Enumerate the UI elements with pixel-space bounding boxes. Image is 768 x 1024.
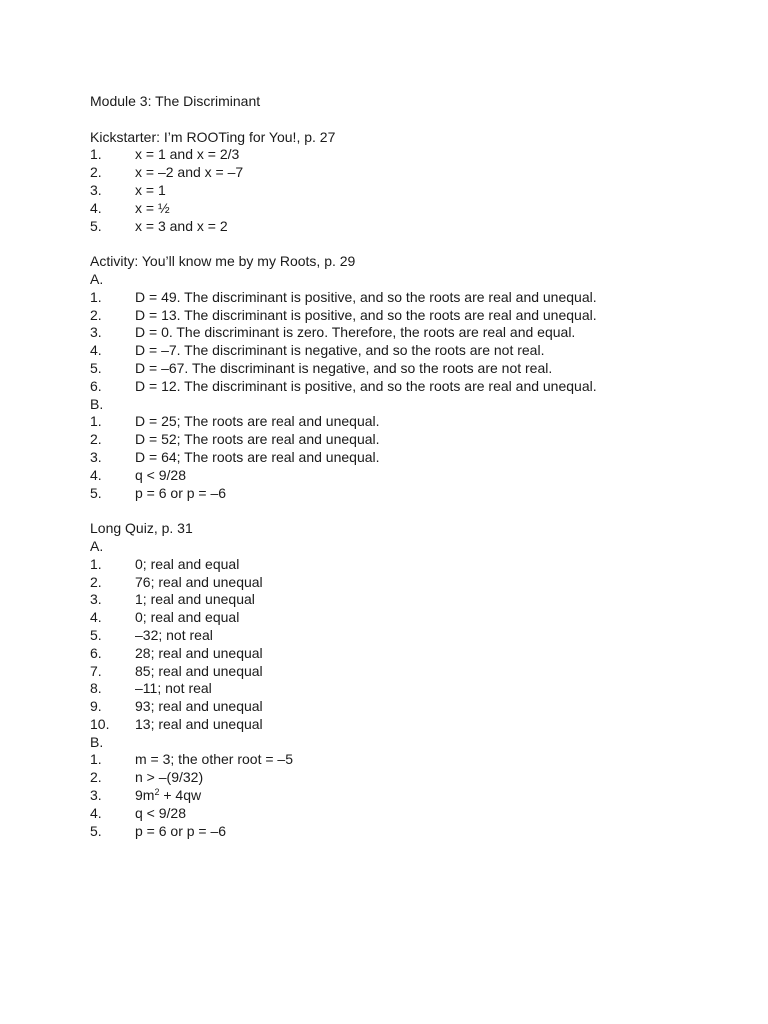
answer-number: 5. xyxy=(90,359,102,376)
answer-text: D = 13. The discriminant is positive, and so the roots are real and unequal. xyxy=(135,306,597,323)
answer-item xyxy=(90,751,730,769)
answer-item xyxy=(90,627,730,645)
activity-part-a-list xyxy=(90,289,730,396)
answer-text: D = 0. The discriminant is zero. Therefore, the roots are real and equal. xyxy=(135,324,576,341)
answer-number: 3. xyxy=(90,591,102,608)
answer-number: 2. xyxy=(90,769,102,786)
answer-number: 10. xyxy=(90,715,110,732)
exponent: 2 xyxy=(154,787,160,798)
answer-item xyxy=(90,324,730,342)
answer-text: D = –67. The discriminant is negative, and so the roots are not real. xyxy=(135,359,553,376)
answer-text: D = 12. The discriminant is positive, and so the roots are real and unequal. xyxy=(135,377,597,394)
answer-item xyxy=(90,467,730,485)
answer-number: 5. xyxy=(90,217,102,234)
quiz-part-a-list xyxy=(90,556,730,734)
answer-item xyxy=(90,716,730,734)
answer-text: D = 49. The discriminant is positive, and so the roots are real and unequal. xyxy=(135,288,597,305)
answer-number: 3. xyxy=(90,448,102,465)
answer-number: 4. xyxy=(90,199,102,216)
answer-item xyxy=(90,769,730,787)
answer-item xyxy=(90,182,730,200)
answer-text: n > –(9/32) xyxy=(135,769,204,786)
answer-text: –11; not real xyxy=(135,680,212,697)
answer-text: p = 6 or p = –6 xyxy=(135,484,227,501)
answer-text: D = –7. The discriminant is negative, and so the roots are not real. xyxy=(135,342,545,359)
answer-text: x = 1 xyxy=(135,181,166,198)
answer-item xyxy=(90,146,730,164)
answer-number: 9. xyxy=(90,698,102,715)
answer-item xyxy=(90,591,730,609)
answer-item xyxy=(90,360,730,378)
answer-text: D = 25; The roots are real and unequal. xyxy=(135,413,380,430)
answer-number: 6. xyxy=(90,377,102,394)
answer-text: 85; real and unequal xyxy=(135,662,263,679)
answer-number: 3. xyxy=(90,181,102,198)
answer-number: 3. xyxy=(90,787,102,804)
answer-text: x = 1 and x = 2/3 xyxy=(135,146,240,163)
answer-text: –32; not real xyxy=(135,626,213,643)
answer-item xyxy=(90,609,730,627)
answer-number: 2. xyxy=(90,164,102,181)
kickstarter-list xyxy=(90,146,730,235)
answer-text: p = 6 or p = –6 xyxy=(135,822,227,839)
answer-number: 5. xyxy=(90,484,102,501)
answer-number: 2. xyxy=(90,306,102,323)
answer-number: 8. xyxy=(90,680,102,697)
answer-item xyxy=(90,218,730,236)
answer-number: 2. xyxy=(90,573,102,590)
answer-item xyxy=(90,164,730,182)
answer-text: 0; real and equal xyxy=(135,555,240,572)
answer-text-rest: + 4qw xyxy=(159,787,202,804)
activity-part-a-label: A. xyxy=(90,270,104,287)
answer-text: 0; real and equal xyxy=(135,609,240,626)
answer-text: x = –2 and x = –7 xyxy=(135,164,244,181)
answer-number: 1. xyxy=(90,413,102,430)
answer-item xyxy=(90,485,730,503)
answer-item xyxy=(90,200,730,218)
answer-text: m = 3; the other root = –5 xyxy=(135,751,293,768)
answer-number: 4. xyxy=(90,804,102,821)
answer-item xyxy=(90,645,730,663)
answer-item xyxy=(90,698,730,716)
quiz-part-b-label: B. xyxy=(90,733,104,750)
answer-item xyxy=(90,378,730,396)
answer-number: 1. xyxy=(90,555,102,572)
activity-part-b-list xyxy=(90,413,730,502)
answer-number: 5. xyxy=(90,626,102,643)
answer-text: q < 9/28 xyxy=(135,804,186,821)
answer-text: q < 9/28 xyxy=(135,466,186,483)
document-title: Module 3: The Discriminant xyxy=(90,93,261,109)
answer-number: 1. xyxy=(90,288,102,305)
answer-number: 2. xyxy=(90,431,102,448)
answer-text: D = 52; The roots are real and unequal. xyxy=(135,431,380,448)
answer-number: 1. xyxy=(90,751,102,768)
answer-text xyxy=(135,787,201,805)
answer-item xyxy=(90,663,730,681)
answer-key-page xyxy=(90,93,730,840)
answer-number: 7. xyxy=(90,662,102,679)
quiz-part-a-label: A. xyxy=(90,537,104,554)
answer-number: 1. xyxy=(90,146,102,163)
answer-number: 3. xyxy=(90,324,102,341)
answer-number: 4. xyxy=(90,466,102,483)
quiz-part-b-list xyxy=(90,751,730,840)
answer-item xyxy=(90,342,730,360)
answer-number: 4. xyxy=(90,609,102,626)
answer-item xyxy=(90,556,730,574)
answer-item xyxy=(90,574,730,592)
answer-item xyxy=(90,805,730,823)
answer-item xyxy=(90,413,730,431)
quiz-heading: Long Quiz, p. 31 xyxy=(90,520,193,537)
answer-text: D = 64; The roots are real and unequal. xyxy=(135,448,380,465)
answer-text: x = ½ xyxy=(135,199,170,216)
answer-item xyxy=(90,823,730,841)
answer-text: 28; real and unequal xyxy=(135,644,263,661)
answer-item xyxy=(90,680,730,698)
answer-text-base: 9m xyxy=(135,787,155,804)
answer-text: x = 3 and x = 2 xyxy=(135,217,228,234)
activity-part-b-label: B. xyxy=(90,395,104,412)
answer-item xyxy=(90,787,730,805)
answer-text: 13; real and unequal xyxy=(135,715,263,732)
answer-item xyxy=(90,307,730,325)
answer-item xyxy=(90,449,730,467)
answer-number: 4. xyxy=(90,342,102,359)
answer-text: 1; real and unequal xyxy=(135,591,255,608)
activity-heading: Activity: You’ll know me by my Roots, p. 29 xyxy=(90,253,356,270)
answer-text: 93; real and unequal xyxy=(135,698,263,715)
answer-text: 76; real and unequal xyxy=(135,573,263,590)
answer-number: 5. xyxy=(90,822,102,839)
answer-item xyxy=(90,289,730,307)
answer-number: 6. xyxy=(90,644,102,661)
answer-item xyxy=(90,431,730,449)
kickstarter-heading: Kickstarter: I’m ROOTing for You!, p. 27 xyxy=(90,128,336,145)
